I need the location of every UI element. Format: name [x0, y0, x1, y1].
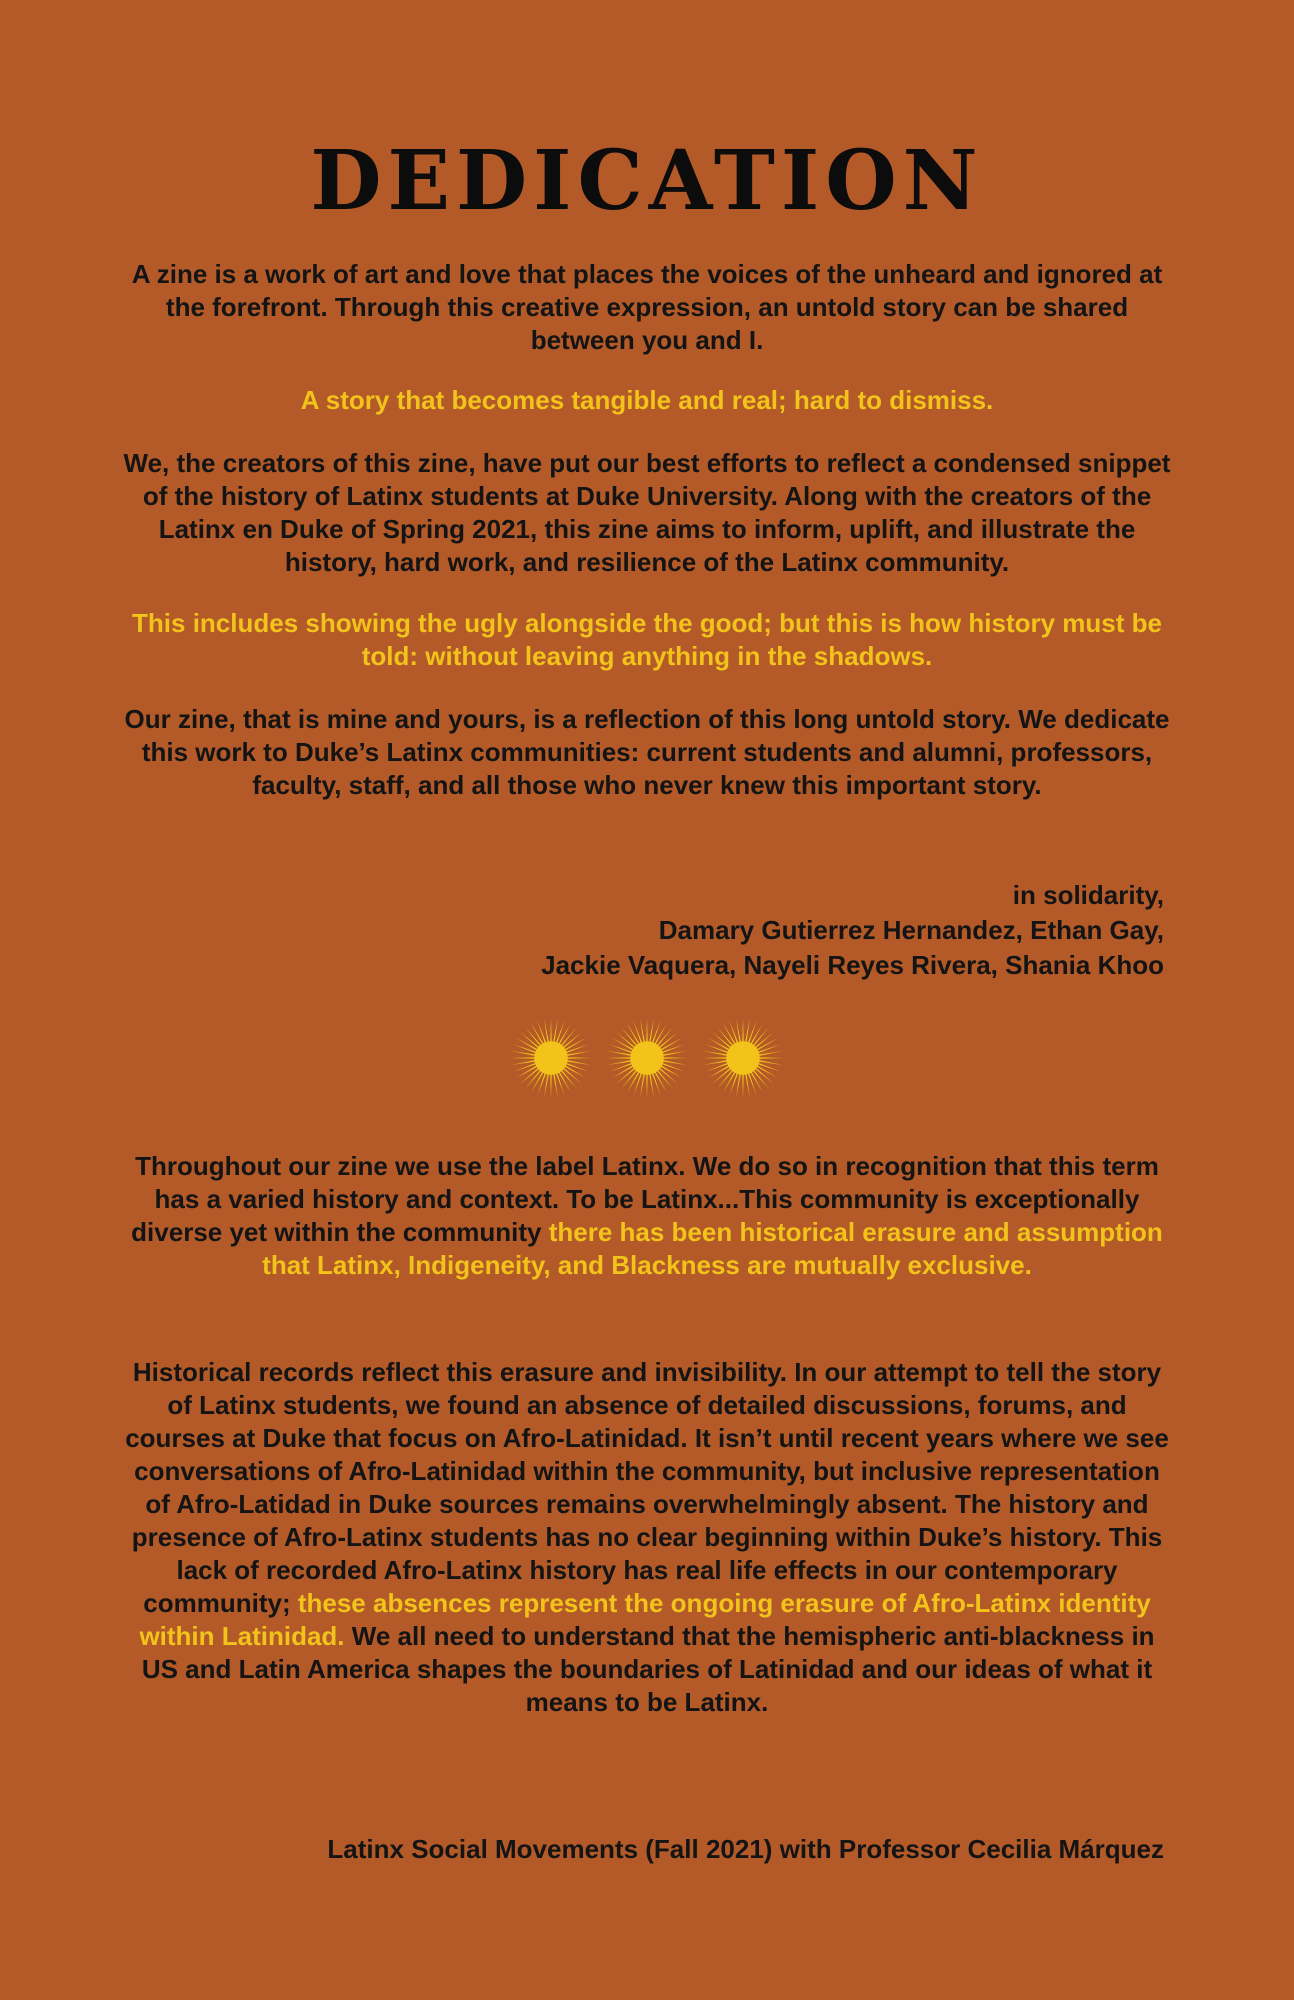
highlight-history-told: This includes showing the ugly alongside the good; but this is how history must be told: without leaving anything in the shadows.	[132, 608, 1162, 671]
highlight-tangible-story: A story that becomes tangible and real; hard to dismiss.	[300, 385, 994, 415]
signature-names-line-1: Damary Gutierrez Hernandez, Ethan Gay,	[658, 915, 1164, 945]
dedication-paragraph: Our zine, that is mine and yours, is a reflection of this long untold story. We dedicate this work to Duke’s Latinx communities: current students and alumni, professors, faculty, staff, and all those who never knew this important story.	[124, 704, 1170, 800]
signature-names-line-2: Jackie Vaquera, Nayeli Reyes Rivera, Shania Khoo	[541, 950, 1164, 980]
historical-records-paragraph	[120, 1356, 1174, 1719]
latinx-label-text: Throughout our zine we use the label Latinx. We do so in recognition that this term has a varied history and context. To be Latinx...This community is exceptionally diverse yet within the community	[131, 1151, 1159, 1247]
course-credit: Latinx Social Movements (Fall 2021) with Professor Cecilia Márquez	[327, 1834, 1164, 1864]
historical-records-text-2: We all need to understand that the hemispheric anti-blackness in US and Latin America shapes the boundaries of Latinidad and our ideas of what it means to be Latinx.	[141, 1621, 1155, 1717]
signature-closing: in solidarity,	[1012, 880, 1164, 910]
latinx-label-paragraph	[120, 1150, 1174, 1282]
sun-divider	[0, 1016, 1294, 1100]
intro-paragraph: A zine is a work of art and love that places the voices of the unheard and ignored at the forefront. Through this creative expression, an untold story can be shared between you and I.	[131, 259, 1163, 355]
signature-block	[120, 878, 1164, 983]
latinx-label-highlight: there has been historical erasure and assumption that Latinx, Indigeneity, and Blackness are mutually exclusive.	[262, 1217, 1163, 1280]
page-title: DEDICATION	[310, 133, 984, 229]
historical-records-highlight: these absences represent the ongoing erasure of Afro-Latinx identity within Latinidad.	[139, 1588, 1151, 1651]
historical-records-text-1: Historical records reflect this erasure and invisibility. In our attempt to tell the story of Latinx students, we found an absence of detailed discussions, forums, and courses at Duke that focus on Afro-Latinidad. It isn’t until recent years where we see conversations of Afro-Latinidad within the community, but inclusive representation of Afro-Latidad in Duke sources remains overwhelmingly absent. The history and presence of Afro-Latinx students has no clear beginning within Duke’s history. This lack of recorded Afro-Latinx history has real life effects in our contemporary community;	[125, 1357, 1169, 1618]
sun-icon	[605, 1016, 689, 1100]
sun-icon	[509, 1016, 593, 1100]
sun-icon	[701, 1016, 785, 1100]
creators-paragraph: We, the creators of this zine, have put our best efforts to reflect a condensed snippet of the history of Latinx students at Duke University. Along with the creators of the Latinx en Duke of Spring 2021, this zine aims to inform, uplift, and illustrate the history, hard work, and resilience of the Latinx community.	[123, 448, 1171, 577]
